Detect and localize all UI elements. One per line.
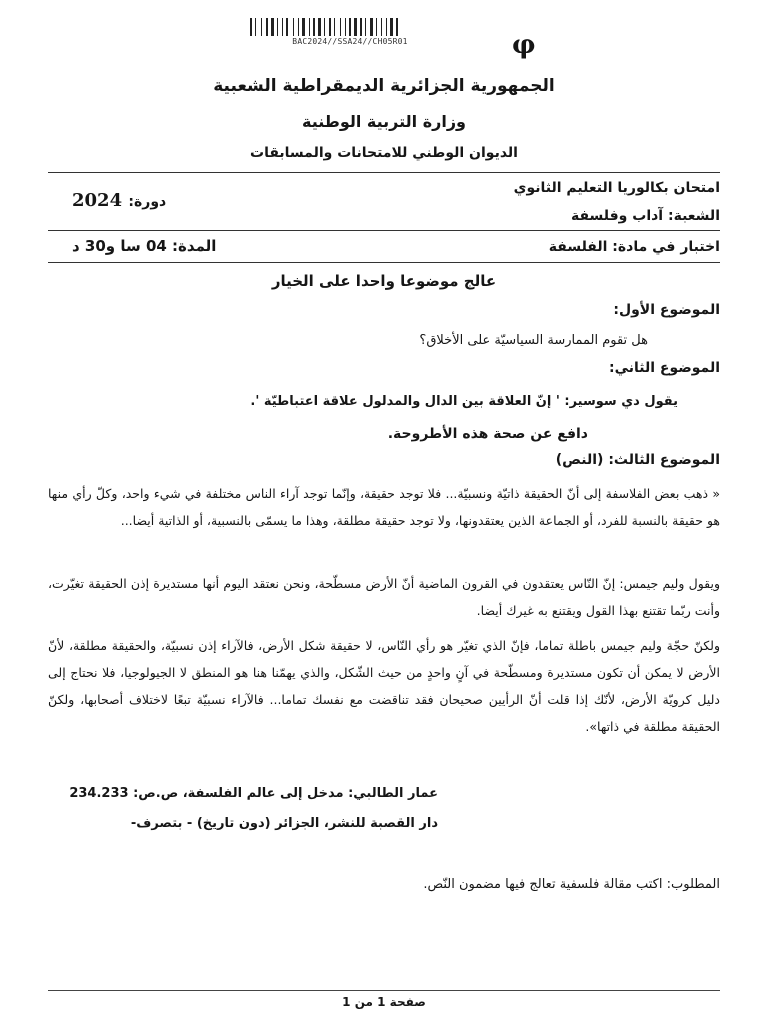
barcode-bar [334, 18, 335, 36]
barcode-bar [388, 18, 389, 36]
session-label: دورة: [128, 194, 167, 210]
barcode-bar [349, 18, 351, 36]
barcode-bar [306, 18, 308, 36]
barcode-bar [309, 18, 310, 36]
barcode-bar [378, 18, 380, 36]
barcode-bar [279, 18, 281, 36]
barcode-bar [374, 18, 375, 36]
barcode-bar [336, 18, 339, 36]
barcode-bars [250, 18, 450, 36]
ministry-title: وزارة التربية الوطنية [301, 112, 466, 131]
topic3-title: الموضوع الثالث: (النص) [555, 452, 720, 468]
session [72, 190, 166, 211]
exam-branch: الشعبة: آداب وفلسفة [570, 208, 720, 224]
barcode-bar [329, 18, 331, 36]
barcode-bar [295, 18, 297, 36]
barcode-bar [311, 18, 312, 36]
barcode-bar [352, 18, 353, 36]
barcode-bar [277, 18, 278, 36]
phi-symbol: φ [512, 30, 536, 60]
barcode-bar [340, 18, 341, 36]
barcode-bar [322, 18, 323, 36]
barcode-bar [284, 18, 285, 36]
barcode-bar [257, 18, 260, 36]
barcode-bar [347, 18, 348, 36]
barcode-bar [286, 18, 288, 36]
barcode-bar [370, 18, 373, 36]
barcode-bar [313, 18, 315, 36]
barcode-bar [318, 18, 321, 36]
office-title: الديوان الوطني للامتحانات والمسابقات [250, 145, 518, 161]
info-divider-2 [48, 262, 720, 263]
barcode-bar [266, 18, 268, 36]
barcode [250, 18, 450, 48]
instruction: عالج موضوعا واحدا على الخيار [271, 272, 497, 290]
barcode-bar [386, 18, 387, 36]
barcode-bar [255, 18, 256, 36]
barcode-bar [253, 18, 254, 36]
barcode-bar [354, 18, 357, 36]
republic-title: الجمهورية الجزائرية الديمقراطية الشعبية [213, 76, 555, 96]
barcode-bar [298, 18, 299, 36]
barcode-bar [271, 18, 274, 36]
barcode-bar [324, 18, 325, 36]
barcode-bar [383, 18, 385, 36]
barcode-bar [289, 18, 292, 36]
barcode-code: BAC2024//SSA24//CH05R01 [292, 37, 408, 46]
barcode-bar [396, 18, 398, 36]
footer-divider [48, 990, 720, 991]
barcode-bar [365, 18, 366, 36]
header-divider [48, 172, 720, 173]
barcode-bar [363, 18, 364, 36]
topic1-question: هل تقوم الممارسة السياسيّة على الأخلاق؟ [419, 333, 648, 348]
barcode-bar [300, 18, 301, 36]
topic1-title: الموضوع الأول: [613, 302, 720, 318]
barcode-bar [250, 18, 252, 36]
topic2-title: الموضوع الثاني: [608, 360, 720, 376]
exam-subject: اختبار في مادة: الفلسفة [548, 239, 720, 255]
topic3-paragraph-2: ويقول وليم جيمس: إنّ النّاس يعتقدون في القرون الماضية أنّ الأرض مسطّحة، ونحن نعتقد اليوم أنها مستديرة إذن الحقيقة تغيّرت، وأنت ربّما تقتنع بهذا القول ويقتنع به غيرك أيضا. [48, 576, 720, 618]
barcode-bar [342, 18, 344, 36]
topic3-paragraph-1: « ذهب بعض الفلاسفة إلى أنّ الحقيقة ذاتيّة ونسبيّة... فلا توجد حقيقة، وإنّما توجد آراء الناس مختلفة في شيء واحد، وكلّ رأي منها هو حقيقة بالنسبة للفرد، أو الجماعة الذين يعتقدونها، ولا توجد حقيقة مطلقة، وهذا ما يسمّى بالنسبية، أو الذاتية أيضا... [48, 486, 720, 528]
barcode-bar [394, 18, 395, 36]
exam-name: امتحان بكالوريا التعليم الثانوي [513, 180, 720, 196]
source-author: عمار الطالبي: مدخل إلى عالم الفلسفة، ص.ص: 234.233 [69, 786, 438, 801]
barcode-bar [360, 18, 362, 36]
barcode-bar [326, 18, 328, 36]
barcode-bar [381, 18, 382, 36]
topic2-task: دافع عن صحة هذه الأطروحة. [387, 426, 588, 442]
barcode-bar [376, 18, 377, 36]
source-publisher: دار القصبة للنشر، الجزائر (دون تاريخ) - بتصرف- [130, 816, 438, 831]
barcode-bar [263, 18, 265, 36]
barcode-bar [293, 18, 294, 36]
topic2-quote: يقول دي سوسير: ' إنّ العلاقة بين الدال والمدلول علاقة اعتباطيّة '. [250, 394, 678, 409]
requirement [423, 877, 720, 892]
barcode-bar [269, 18, 270, 36]
session-year: 2024 [72, 190, 123, 211]
barcode-bar [390, 18, 393, 36]
topic3-paragraph-3: ولكنّ حجّة وليم جيمس باطلة تماما، فإنّ الذي تغيّر هو رأي النّاس، لا حقيقة شكل الأرض، فالآراء إذن نسبيّة، والحقيقة مطلقة، لأنّ الأرض لا يمكن أن تكون مستديرة ومسطّحة في آنٍ واحدٍ من حيث الشّكل، والذي يهمّنا هنا هو المنطق لا الجيولوجيا، فلا نحتاج إلى دليل كرويّة الأرض، لأنّك إذا قلت أنّ الرأيين صحيحان فقد تناقضت مع نفسك تماما... فالآراء نسبيّة تبعًا لاختلاف أصحابها، ولكنّ الحقيقة مطلقة في ذاتها». [48, 638, 720, 734]
barcode-bar [367, 18, 369, 36]
barcode-bar [345, 18, 346, 36]
barcode-bar [261, 18, 262, 36]
requirement-text: المطلوب: اكتب مقالة فلسفية تعالج فيها مضمون النّص. [423, 877, 720, 892]
barcode-bar [302, 18, 305, 36]
exam-duration: المدة: 04 سا و30 د [72, 237, 217, 255]
barcode-bar [358, 18, 359, 36]
page-number: صفحة 1 من 1 [342, 995, 426, 1009]
barcode-bar [332, 18, 333, 36]
barcode-bar [282, 18, 283, 36]
barcode-bar [275, 18, 276, 36]
info-divider [48, 230, 720, 231]
barcode-bar [316, 18, 317, 36]
